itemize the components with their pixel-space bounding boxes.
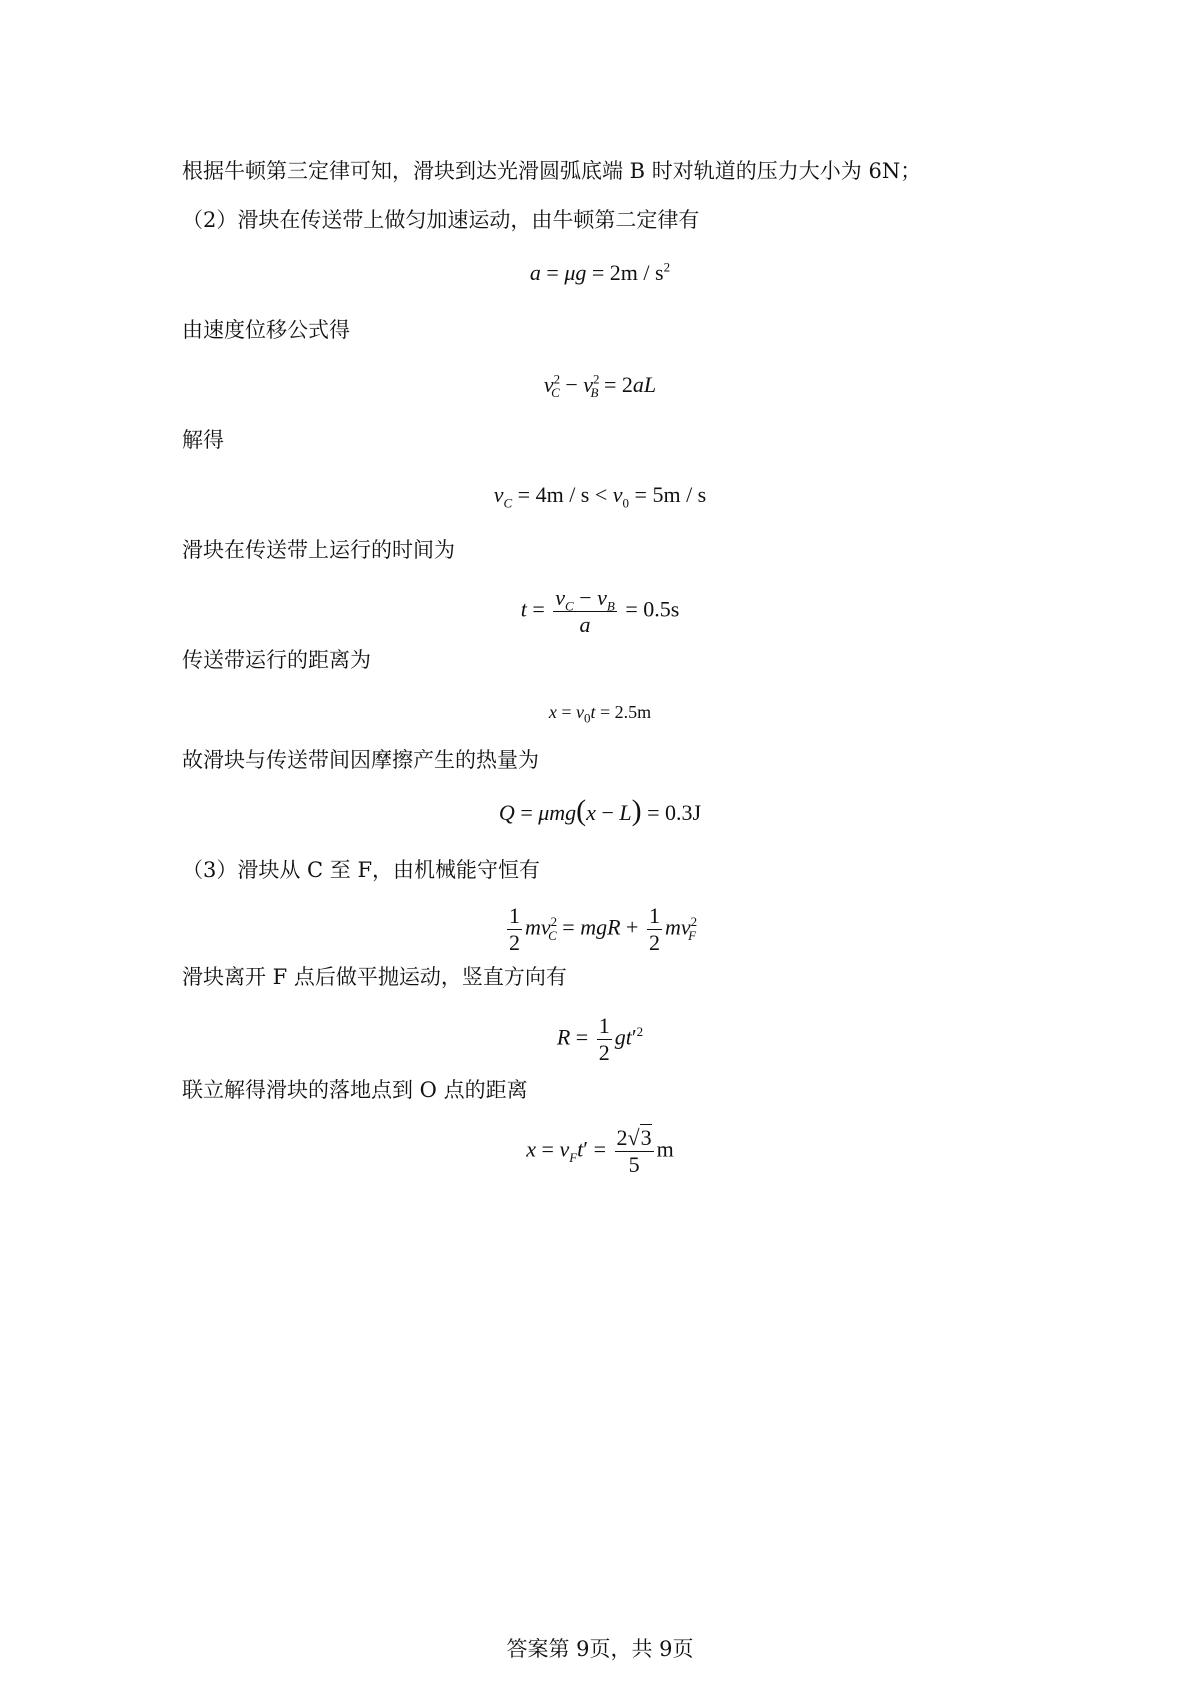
text-line-1: 根据牛顿第三定律可知，滑块到达光滑圆弧底端 B 时对轨道的压力大小为 6N； <box>182 159 922 183</box>
equation-6: Q = μmg(x − L) = 0.3J <box>498 794 702 827</box>
equation-1: $a = \mu g = 2m / s^2$ <box>529 259 671 285</box>
equation-7: $\frac{1}{2}$ $mv^2_C$ = mgR + $\frac{1}{2}$ $mv^2_F$ <box>508 903 698 955</box>
equation-5: $x = v_0t = 2.5m$ <box>548 702 652 726</box>
text-line-9: 滑块离开 F 点后做平抛运动，竖直方向有 <box>182 965 567 989</box>
text-line-2: （2）滑块在传送带上做匀加速运动，由牛顿第二定律有 <box>182 208 700 232</box>
equation-3: $v_C = 4m / s < v_0 = 5m / s$ <box>493 482 707 511</box>
text-line-4: 解得 <box>182 428 224 452</box>
text-line-5: 滑块在传送带上运行的时间为 <box>182 538 455 562</box>
text-line-6: 传送带运行的距离为 <box>182 648 371 672</box>
text-line-8: （3）滑块从 C 至 F，由机械能守恒有 <box>182 858 541 882</box>
text-line-10: 联立解得滑块的落地点到 O 点的距离 <box>182 1078 528 1102</box>
equation-9: $x = v_Ft'$ = $\frac{2√3}{5}$ m <box>526 1125 674 1177</box>
equation-4: t = $\frac{v_C - v_B}{a}$ = 0.5s <box>520 585 680 637</box>
page-footer: 答案第 9页，共 9页 <box>506 1637 694 1661</box>
text-line-3: 由速度位移公式得 <box>182 318 350 342</box>
equation-8: R = $\frac{1}{2}$ $gt'^2$ <box>556 1013 644 1065</box>
text-line-7: 故滑块与传送带间因摩擦产生的热量为 <box>182 748 539 772</box>
equation-2: $v^2_C - v^2_B = 2aL$ <box>543 371 657 401</box>
